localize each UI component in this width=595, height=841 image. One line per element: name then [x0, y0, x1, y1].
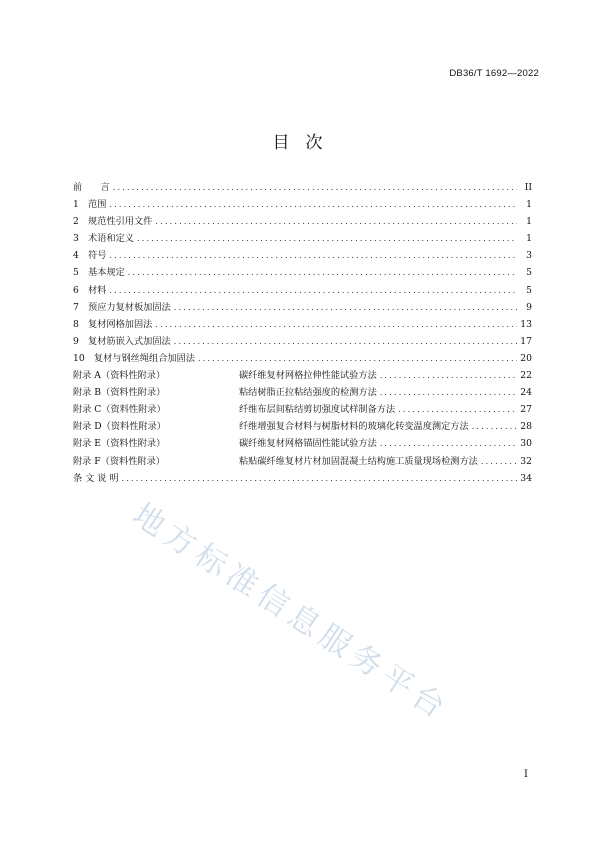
toc-entry-label [73, 264, 125, 281]
toc-entry-title: 7 预应力复材板加固法 [73, 301, 171, 313]
toc-entry-title: 10 复材与钢丝绳组合加固法 [73, 352, 195, 364]
toc-entry-page: II [524, 182, 532, 193]
toc-entry-title: 条 文 说 明 [73, 472, 119, 484]
toc-dot-leader [109, 247, 517, 264]
toc-entry-title: 4 符号 [73, 250, 107, 262]
toc-entry-label [73, 299, 171, 316]
toc-entry-label [73, 367, 377, 384]
toc-entry[interactable] [73, 470, 532, 487]
toc-entry-title: 5 基本规定 [73, 267, 125, 279]
toc-entry-label [73, 333, 171, 350]
toc-dot-leader [113, 179, 517, 196]
toc-entry[interactable] [73, 264, 532, 281]
toc-dot-leader [122, 470, 517, 487]
toc-entry-label [73, 316, 152, 333]
toc-entry-page: 32 [520, 455, 532, 467]
toc-appendix-prefix: 附录 F（资料性附录） [73, 455, 165, 467]
toc-appendix-prefix: 附录 B（资料性附录） [73, 387, 166, 399]
toc-entry-label [73, 418, 469, 435]
toc-entry-page: 24 [520, 387, 532, 399]
toc-entry-label [73, 282, 106, 299]
document-code: DB36/T 1692—2022 [449, 68, 539, 79]
toc-entry-page: 1 [526, 233, 532, 245]
toc-entry-page: 28 [520, 421, 532, 433]
toc-entry-title: 碳纤维复材网格锚固性能试验方法 [239, 438, 377, 450]
toc-entry-label [73, 247, 106, 264]
watermark-text: 地方标准信息服务平台 [126, 496, 456, 729]
toc-entry-page: 22 [520, 370, 532, 382]
toc-entry-label [73, 230, 134, 247]
toc-entry-title: 碳纤维复材网格拉伸性能试验方法 [239, 370, 377, 382]
toc-dot-leader [472, 418, 517, 435]
toc-entry[interactable] [73, 350, 532, 367]
toc-entry[interactable] [73, 401, 532, 418]
toc-dot-leader [109, 282, 517, 299]
toc-dot-leader [380, 367, 517, 384]
toc-entry-page: 3 [526, 250, 532, 262]
toc-dot-leader [380, 435, 517, 452]
table-of-contents [73, 179, 532, 487]
toc-entry-page: 17 [520, 335, 532, 347]
toc-dot-leader [109, 196, 517, 213]
toc-dot-leader [155, 213, 517, 230]
toc-dot-leader [128, 264, 517, 281]
toc-entry[interactable] [73, 367, 532, 384]
toc-entry-title: 9 复材筋嵌入式加固法 [73, 335, 171, 347]
toc-entry-title: 纤维增强复合材料与树脂材料的玻璃化转变温度测定方法 [239, 421, 469, 433]
toc-entry[interactable] [73, 230, 532, 247]
toc-appendix-prefix: 附录 A（资料性附录） [73, 370, 166, 382]
toc-dot-leader [380, 384, 517, 401]
toc-entry-title: 1 范围 [73, 199, 107, 211]
toc-entry[interactable] [73, 333, 532, 350]
toc-entry[interactable] [73, 435, 532, 452]
toc-appendix-prefix: 附录 E（资料性附录） [73, 438, 166, 450]
toc-entry-label [73, 470, 119, 487]
toc-entry[interactable] [73, 179, 532, 196]
toc-entry-title: 纤维布层间粘结剪切强度试样制备方法 [239, 404, 396, 416]
toc-entry[interactable] [73, 384, 532, 401]
page-title: 目次 [272, 133, 339, 153]
toc-entry-title: 粘结树脂正拉粘结强度的检测方法 [239, 387, 377, 399]
toc-dot-leader [174, 333, 517, 350]
toc-entry-page: 20 [520, 352, 532, 364]
toc-entry-page: 1 [526, 216, 532, 228]
toc-entry-title: 前 言 [73, 182, 110, 193]
toc-entry-page: 9 [526, 301, 532, 313]
toc-entry-title: 2 规范性引用文件 [73, 216, 153, 228]
toc-entry-label [73, 384, 377, 401]
toc-dot-leader [155, 316, 517, 333]
toc-entry-label [73, 196, 106, 213]
toc-entry-label [73, 435, 377, 452]
toc-entry-page: 30 [520, 438, 532, 450]
toc-entry[interactable] [73, 299, 532, 316]
toc-entry[interactable] [73, 418, 532, 435]
toc-appendix-prefix: 附录 C（资料性附录） [73, 404, 166, 416]
toc-entry-page: 5 [526, 267, 532, 279]
toc-entry-label [73, 350, 195, 367]
toc-dot-leader [398, 401, 517, 418]
toc-entry-label [73, 401, 395, 418]
toc-entry-title: 粘贴碳纤维复材片材加固混凝土结构施工质量现场检测方法 [239, 455, 478, 467]
toc-entry-label [73, 453, 478, 470]
toc-entry[interactable] [73, 316, 532, 333]
toc-entry[interactable] [73, 247, 532, 264]
toc-appendix-prefix: 附录 D（资料性附录） [73, 421, 166, 433]
toc-dot-leader [137, 230, 517, 247]
toc-entry-page: 13 [520, 318, 532, 330]
toc-entry-page: 5 [526, 284, 532, 296]
toc-entry[interactable] [73, 282, 532, 299]
toc-dot-leader [481, 453, 517, 470]
toc-entry[interactable] [73, 453, 532, 470]
toc-entry[interactable] [73, 213, 532, 230]
toc-entry-title: 6 材料 [73, 284, 107, 296]
toc-entry-title: 3 术语和定义 [73, 233, 134, 245]
page-number: I [524, 769, 528, 780]
toc-entry-label [73, 179, 110, 196]
toc-entry-page: 34 [520, 472, 532, 484]
toc-entry[interactable] [73, 196, 532, 213]
toc-dot-leader [198, 350, 517, 367]
toc-entry-title: 8 复材网格加固法 [73, 318, 153, 330]
toc-entry-page: 1 [526, 199, 532, 211]
toc-dot-leader [174, 299, 517, 316]
toc-entry-page: 27 [520, 404, 532, 416]
toc-entry-label [73, 213, 152, 230]
